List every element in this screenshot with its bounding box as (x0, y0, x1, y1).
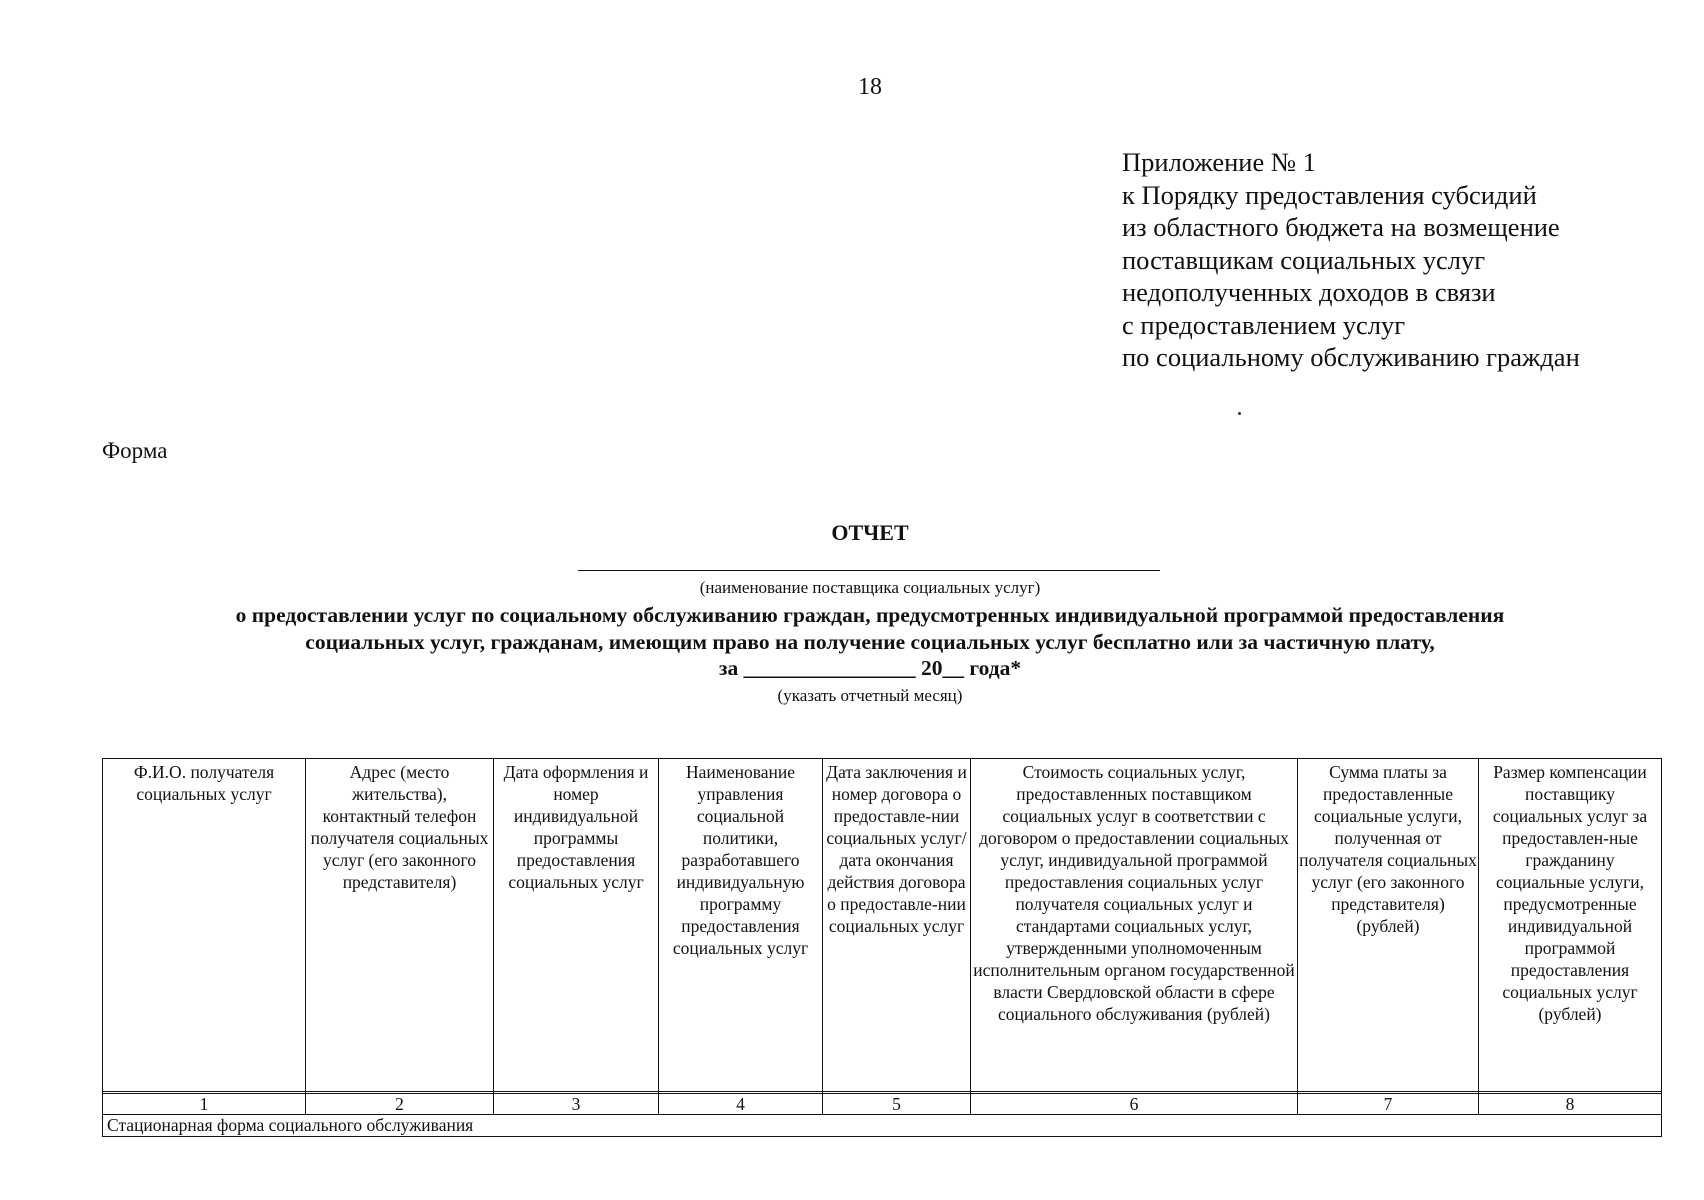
report-period-line: за ________________ 20__ года* (718, 656, 1022, 680)
column-number: 6 (971, 1094, 1298, 1115)
column-number-row (103, 1094, 1662, 1115)
column-number: 4 (659, 1094, 823, 1115)
provider-caption: (наименование поставщика социальных услуг) (699, 578, 1041, 597)
report-title: ОТЧЕТ (831, 520, 909, 545)
column-number: 8 (1479, 1094, 1662, 1115)
header-recipient-name: Ф.И.О. получателя социальных услуг (103, 759, 306, 1092)
section-label: Стационарная форма социального обслуживания (103, 1115, 1662, 1137)
appendix-line: Приложение № 1 (1122, 147, 1317, 177)
header-recipient-address: Адрес (место жительства), контактный телефон получателя социальных услуг (его законного представителя) (306, 759, 494, 1092)
appendix-line: к Порядку предоставления субсидий (1122, 179, 1537, 210)
column-number: 1 (103, 1094, 306, 1115)
page-number: 18 (858, 74, 882, 100)
header-contract-dates: Дата заключения и номер договора о предоставле-нии социальных услуг/дата окончания действия договора о предоставле-нии социальных услуг (823, 759, 971, 1092)
report-table (102, 758, 1662, 1137)
provider-name-line (578, 570, 1160, 571)
report-period-caption: (указать отчетный месяц) (777, 686, 963, 705)
table-header-row (103, 759, 1662, 1092)
report-description (0, 602, 1704, 656)
column-number: 2 (306, 1094, 494, 1115)
appendix-line: по социальному обслуживанию граждан (1122, 342, 1580, 372)
appendix-line: из областного бюджета на возмещение (1122, 212, 1560, 242)
appendix-line: недополученных доходов в связи (1122, 277, 1496, 307)
report-description-line: социальных услуг, гражданам, имеющим право на получение социальных услуг бесплатно или за частичную плату, (305, 630, 1435, 654)
table-section-row (103, 1115, 1662, 1137)
column-number: 7 (1298, 1094, 1479, 1115)
header-services-cost: Стоимость социальных услуг, предоставленных поставщиком социальных услуг в соответствии с договором о предоставлении социальных услуг, индивидуальной программой предоставления социальных услуг получателя социальных услуг и стандартами социальных услуг, утвержденными уполномоченным исполнительным органом государственной власти Свердловской области в сфере социального обслуживания (рублей) (971, 759, 1298, 1092)
form-label: Форма (102, 438, 168, 463)
column-number: 5 (823, 1094, 971, 1115)
appendix-line: поставщикам социальных услуг (1122, 244, 1486, 275)
appendix-block (1122, 146, 1580, 374)
header-compensation-amount: Размер компенсации поставщику социальных услуг за предоставлен-ные гражданину социальные услуги, предусмотренные индивидуальной программой предоставления социальных услуг (рублей) (1479, 759, 1662, 1092)
header-payment-amount: Сумма платы за предоставленные социальные услуги, полученная от получателя социальных услуг (его законного представителя) (рублей) (1298, 759, 1479, 1092)
report-description-line: о предоставлении услуг по социальному обслуживанию граждан, предусмотренных индивидуальной программой предоставления (235, 603, 1505, 627)
stray-dot-mark (1238, 412, 1241, 415)
header-social-policy-department: Наименование управления социальной политики, разработавшего индивидуальную программу предоставления социальных услуг (659, 759, 823, 1092)
column-number: 3 (494, 1094, 659, 1115)
appendix-line: с предоставлением услуг (1122, 309, 1406, 340)
header-program-date-number: Дата оформления и номер индивидуальной программы предоставления социальных услуг (494, 759, 659, 1092)
